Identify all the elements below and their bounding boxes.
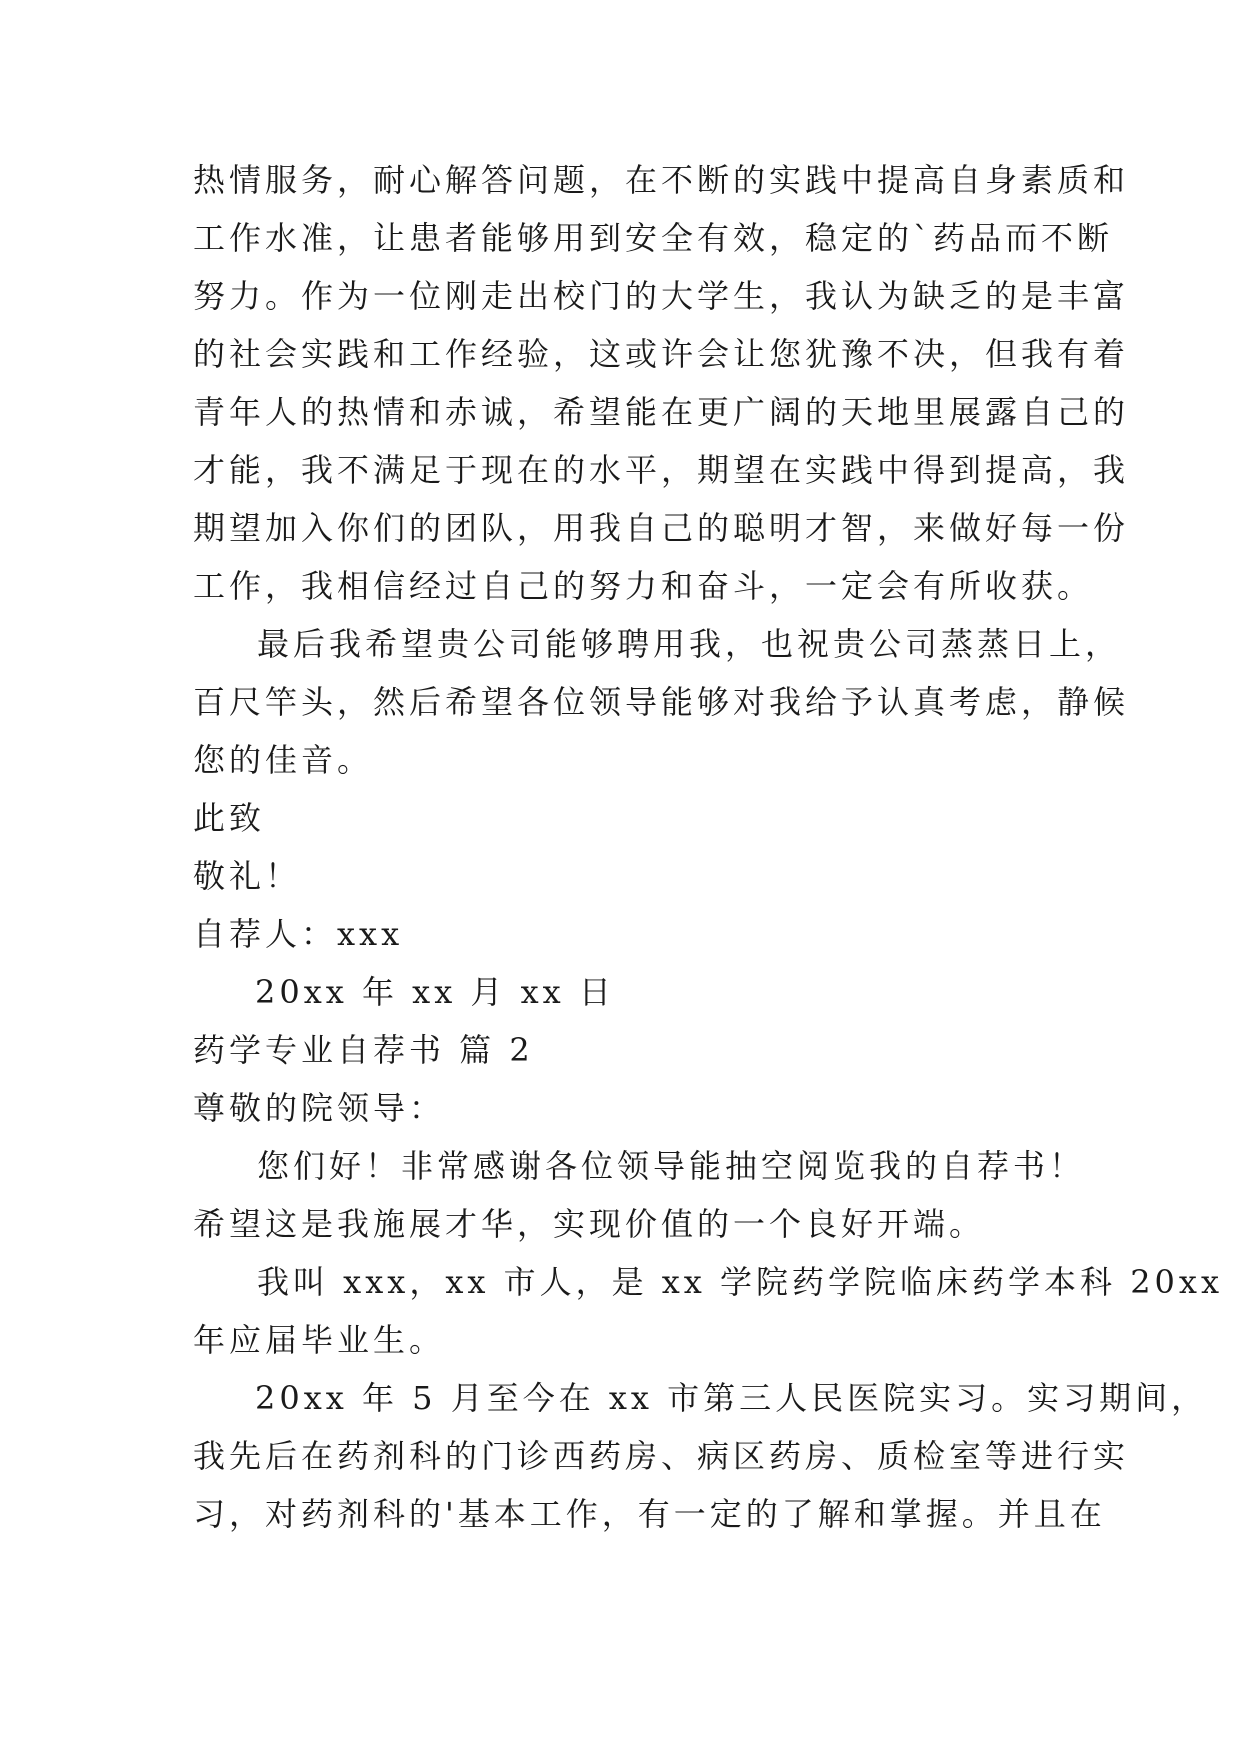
signature-line: 自荐人：xxx (193, 915, 404, 953)
text-line: 我叫 xxx，xx 市人，是 xx 学院药学院临床药学本科 20xx (257, 1263, 1224, 1301)
text-line: 您的佳音。 (193, 741, 374, 779)
text-line: 20xx 年 5 月至今在 xx 市第三人民医院实习。实习期间， (255, 1379, 1208, 1417)
date-line: 20xx 年 xx 月 xx 日 (255, 973, 615, 1011)
text-line: 才能，我不满足于现在的水平，期望在实践中得到提高，我 (193, 451, 1130, 489)
text-line: 我先后在药剂科的门诊西药房、病区药房、质检室等进行实 (193, 1437, 1130, 1475)
closing-line: 此致 (193, 799, 266, 837)
text-line: 百尺竿头，然后希望各位领导能够对我给予认真考虑，静候 (193, 683, 1130, 721)
text-line: 期望加入你们的团队，用我自己的聪明才智，来做好每一份 (193, 509, 1130, 547)
text-line: 习，对药剂科的'基本工作，有一定的了解和掌握。并且在 (193, 1495, 1106, 1533)
text-line: 努力。作为一位刚走出校门的大学生，我认为缺乏的是丰富 (193, 277, 1130, 315)
salutation-line: 敬礼！ (193, 857, 302, 895)
text-line: 热情服务，耐心解答问题，在不断的实践中提高自身素质和 (193, 161, 1130, 199)
text-line: 的社会实践和工作经验，这或许会让您犹豫不决，但我有着 (193, 335, 1130, 373)
text-line: 最后我希望贵公司能够聘用我，也祝贵公司蒸蒸日上， (257, 625, 1122, 663)
text-line: 您们好！非常感谢各位领导能抽空阅览我的自荐书！ (257, 1147, 1086, 1185)
text-line: 年应届毕业生。 (193, 1321, 446, 1359)
text-line: 工作，我相信经过自己的努力和奋斗，一定会有所收获。 (193, 567, 1094, 605)
section-title: 药学专业自荐书 篇 2 (193, 1031, 534, 1069)
text-line: 工作水准，让患者能够用到安全有效，稳定的`药品而不断 (193, 219, 1114, 257)
text-line: 希望这是我施展才华，实现价值的一个良好开端。 (193, 1205, 986, 1243)
text-line: 青年人的热情和赤诚，希望能在更广阔的天地里展露自己的 (193, 393, 1130, 431)
greeting-line: 尊敬的院领导： (193, 1089, 446, 1127)
